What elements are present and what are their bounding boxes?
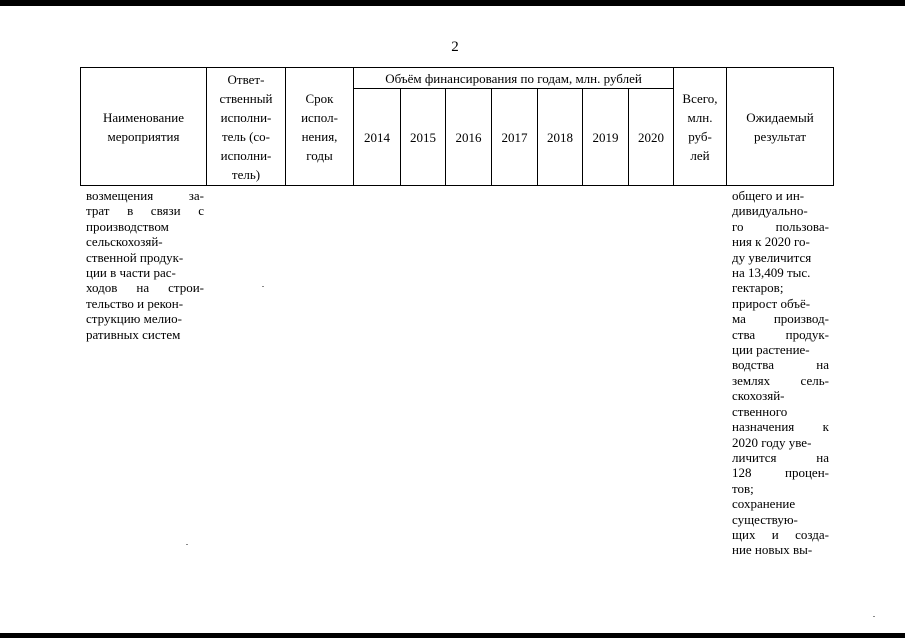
scan-speck [262,286,264,287]
activity-name-line: ративных систем [86,326,181,342]
activity-name-line: ции в части рас- [86,265,176,281]
header-executor-line: исполни- [220,109,272,125]
header-result-line: Ожидаемый [746,109,814,125]
expected-result-line: ственного [732,403,788,419]
header-executor-line: Ответ- [227,71,265,87]
activity-name-line: возмещения за- [86,188,204,203]
activity-name-line: ходов на строи- [86,280,204,296]
bottom-border-rule [0,633,905,638]
expected-result-line: на 13,409 тыс. [732,265,811,281]
header-year-2020: 2020 [629,89,674,186]
header-total-line: лей [690,147,710,163]
expected-result-line: ма производ- [732,311,829,327]
header-executor-line: исполни- [220,147,272,163]
header-year-2019: 2019 [583,89,629,186]
header-funding-title: Объём финансирования по годам, млн. рублей [354,68,674,89]
header-term-line: годы [306,147,333,163]
header-year-2016: 2016 [446,89,492,186]
expected-result-line: дивидуально- [732,203,808,219]
page-number: 2 [451,39,459,55]
expected-result-line: скохозяй- [732,388,785,404]
header-executor-line: тель) [231,166,261,182]
header-result-line: результат [753,128,807,144]
header-term-cell [286,68,354,186]
expected-result-line: тов; [732,480,754,496]
expected-result-line: ства продук- [732,326,829,342]
table-header [80,67,834,186]
expected-result-line: прирост объё- [732,295,811,311]
expected-result-line: существую- [732,511,798,527]
header-executor-line: ственный [219,90,273,106]
header-name-line: Наименование [103,109,184,125]
expected-result-line: ции растение- [732,342,810,358]
activity-name-line: производством [86,218,169,234]
header-year-2014: 2014 [354,89,401,186]
activity-name-line: ственной продук- [86,249,184,265]
scan-speck [186,544,188,545]
header-year-2015: 2015 [401,89,446,186]
header-name-cell [81,68,207,186]
header-executor-cell [207,68,286,186]
expected-result-line: ду увеличится [732,249,812,265]
header-result-cell [727,68,834,186]
expected-result-line: назначения к [732,419,829,435]
header-total-cell [674,68,727,186]
expected-result-line: общего и ин- [732,188,805,203]
activity-name-line: тельство и рекон- [86,295,184,311]
expected-result-line: ния к 2020 го- [732,234,810,250]
expected-result-line: сохранение [732,496,796,512]
header-total-line: руб- [688,128,712,144]
expected-result-line: го пользова- [732,218,829,234]
expected-result-text [732,188,829,558]
header-executor-line: тель (со- [221,128,271,144]
header-term-line: Срок [305,90,334,106]
expected-result-line: щих и созда- [732,526,829,542]
header-total-line: Всего, [682,90,718,106]
activity-name-line: сельскохозяй- [86,234,163,250]
header-term-line: нения, [301,128,338,144]
scan-speck [873,616,875,617]
activity-name-text [86,188,204,342]
expected-result-line: водства на [732,357,829,373]
expected-result-line: 128 процен- [732,465,829,481]
expected-result-line: гектаров; [732,280,784,296]
header-total-line: млн. [687,109,713,125]
top-border-rule [0,0,905,6]
expected-result-line: 2020 году уве- [732,434,812,450]
activity-name-line: трат в связи с [86,203,204,219]
header-year-2018: 2018 [538,89,583,186]
header-name-line: мероприятия [107,128,180,144]
header-year-2017: 2017 [492,89,538,186]
expected-result-line: землях сель- [732,372,829,388]
header-term-line: испол- [301,109,338,125]
expected-result-line: личится на [732,449,829,465]
expected-result-line: ние новых вы- [732,542,813,558]
activity-name-line: струкцию мелио- [86,311,182,327]
